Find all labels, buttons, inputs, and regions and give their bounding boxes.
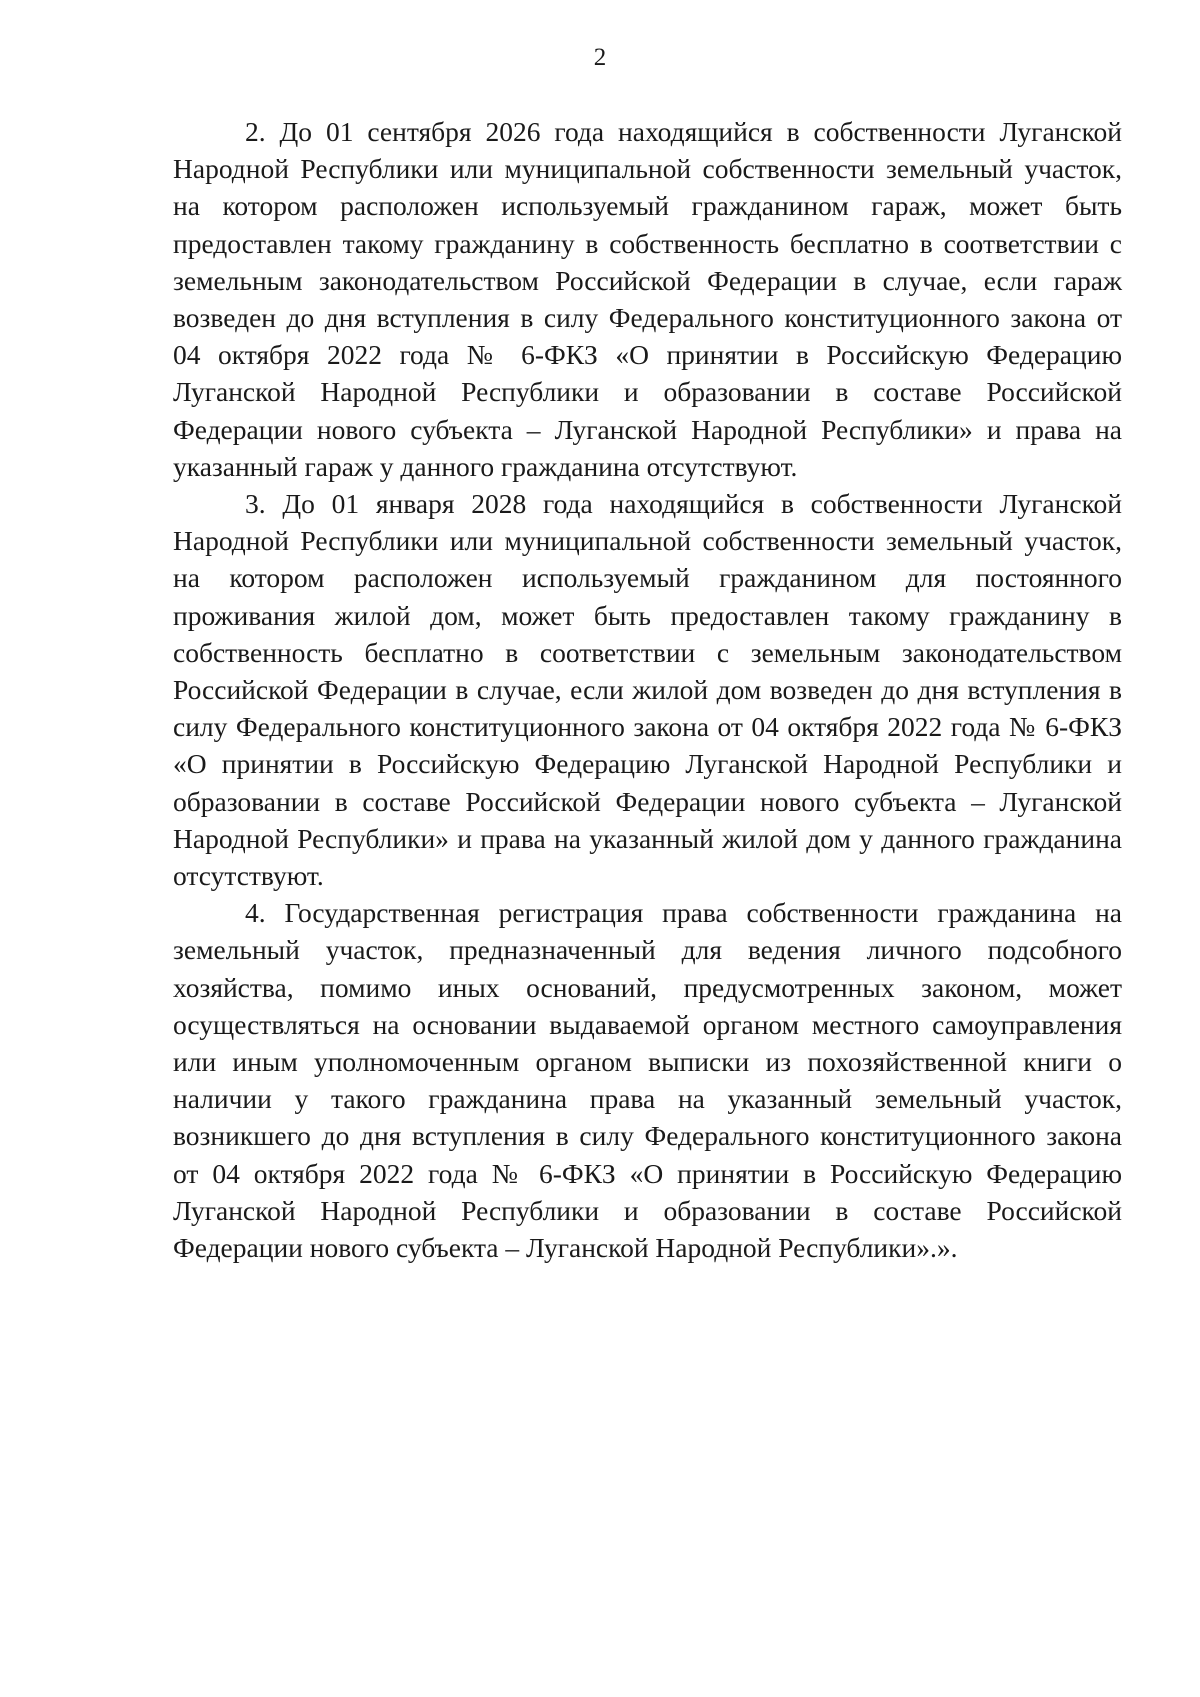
paragraph-item-4: 4. Государственная регистрация права собственности гражданина на земельный участок, предназначенный для ведения личного подсобного хозяйства, помимо иных оснований, предусмотренных законом, может осуществляться на основании выдаваемой органом местного самоуправления или иным уполномоченным органом выписки из похозяйственной книги о наличии у такого гражданина права на указанный земельный участок, возникшего до дня вступления в силу Федерального конституционного закона от 04 октября 2022 года № 6-ФКЗ «О принятии в Российскую Федерацию Луганской Народной Республики и образовании в составе Российской Федерации нового субъекта – Луганской Народной Республики».». xyxy=(173,897,1122,1264)
paragraph-item-3: 3. До 01 января 2028 года находящийся в собственности Луганской Народной Республики или муниципальной собственности земельный участок, на котором расположен используемый гражданином для постоянного проживания жилой дом, может быть предоставлен такому гражданину в собственность бесплатно в соответствии с земельным законодательством Российской Федерации в случае, если жилой дом возведен до дня вступления в силу Федерального конституционного закона от 04 октября 2022 года № 6-ФКЗ «О принятии в Российскую Федерацию Луганской Народной Республики и образовании в составе Российской Федерации нового субъекта – Луганской Народной Республики» и права на указанный жилой дом у данного гражданина отсутствуют. xyxy=(173,488,1122,892)
paragraph-item-2: 2. До 01 сентября 2026 года находящийся в собственности Луганской Народной Республики или муниципальной собственности земельный участок, на котором расположен используемый гражданином гараж, может быть предоставлен такому гражданину в собственность бесплатно в соответствии с земельным законодательством Российской Федерации в случае, если гараж возведен до дня вступления в силу Федерального конституционного закона от 04 октября 2022 года № 6-ФКЗ «О принятии в Российскую Федерацию Луганской Народной Республики и образовании в составе Российской Федерации нового субъекта – Луганской Народной Республики» и права на указанный гараж у данного гражданина отсутствуют. xyxy=(173,116,1122,482)
document-body xyxy=(173,113,1122,1266)
page-number: 2 xyxy=(593,44,607,71)
